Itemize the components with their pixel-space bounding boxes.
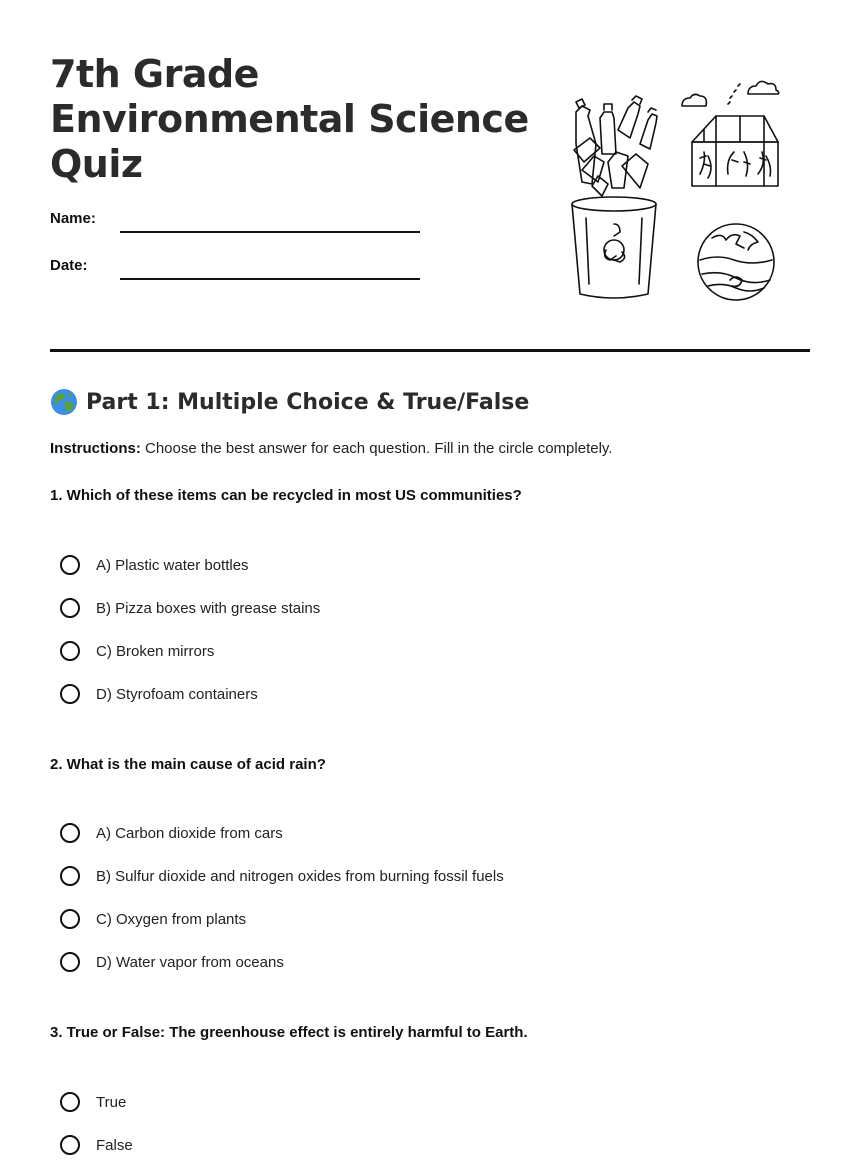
instructions bbox=[50, 440, 612, 457]
option-q3-false[interactable] bbox=[60, 1133, 133, 1157]
cloud-icon bbox=[682, 81, 779, 106]
option-label: C) Oxygen from plants bbox=[96, 910, 247, 928]
title-line-1: 7th Grade bbox=[50, 52, 259, 96]
bottles-icon bbox=[574, 96, 657, 196]
part1-title: Part 1: Multiple Choice & True/False bbox=[86, 389, 530, 415]
radio-circle[interactable] bbox=[60, 952, 80, 972]
radio-circle[interactable] bbox=[60, 598, 80, 618]
option-label: C) Broken mirrors bbox=[96, 642, 215, 660]
radio-circle[interactable] bbox=[60, 641, 80, 661]
option-q2-d[interactable] bbox=[60, 950, 284, 974]
instructions-text: Choose the best answer for each question. Fill in the circle completely. bbox=[140, 440, 613, 457]
date-label: Date: bbox=[50, 257, 88, 274]
radio-circle[interactable] bbox=[60, 866, 80, 886]
header-divider bbox=[50, 349, 810, 352]
question-2: 2. What is the main cause of acid rain? bbox=[50, 756, 326, 773]
option-label: A) Plastic water bottles bbox=[96, 556, 249, 574]
earth-icon bbox=[698, 224, 774, 300]
option-label: B) Sulfur dioxide and nitrogen oxides from burning fossil fuels bbox=[96, 867, 504, 885]
option-label: D) Water vapor from oceans bbox=[96, 953, 284, 971]
radio-circle[interactable] bbox=[60, 909, 80, 929]
option-q3-true[interactable] bbox=[60, 1090, 126, 1114]
radio-circle[interactable] bbox=[60, 684, 80, 704]
radio-circle[interactable] bbox=[60, 555, 80, 575]
radio-circle[interactable] bbox=[60, 823, 80, 843]
option-label: True bbox=[96, 1093, 127, 1111]
environment-illustration bbox=[562, 74, 782, 304]
option-q1-d[interactable] bbox=[60, 682, 258, 706]
option-label: B) Pizza boxes with grease stains bbox=[96, 599, 321, 617]
greenhouse-icon bbox=[692, 116, 778, 186]
question-1: 1. Which of these items can be recycled in most US communities? bbox=[50, 487, 522, 504]
option-label: A) Carbon dioxide from cars bbox=[96, 824, 283, 842]
part1-heading bbox=[50, 388, 529, 416]
option-q2-a[interactable] bbox=[60, 821, 283, 845]
option-q1-a[interactable] bbox=[60, 553, 249, 577]
radio-circle[interactable] bbox=[60, 1135, 80, 1155]
instructions-label: Instructions: bbox=[50, 440, 141, 457]
option-label: False bbox=[96, 1136, 133, 1154]
title-line-3: Quiz bbox=[50, 142, 143, 186]
name-field[interactable] bbox=[120, 231, 420, 233]
option-q2-b[interactable] bbox=[60, 864, 504, 888]
question-3: 3. True or False: The greenhouse effect is entirely harmful to Earth. bbox=[50, 1024, 528, 1041]
globe-icon bbox=[50, 388, 78, 416]
option-q2-c[interactable] bbox=[60, 907, 246, 931]
quiz-title bbox=[50, 52, 529, 187]
option-label: D) Styrofoam containers bbox=[96, 685, 258, 703]
option-q1-c[interactable] bbox=[60, 639, 214, 663]
name-label: Name: bbox=[50, 210, 96, 227]
option-q1-b[interactable] bbox=[60, 596, 320, 620]
date-field[interactable] bbox=[120, 278, 420, 280]
radio-circle[interactable] bbox=[60, 1092, 80, 1112]
title-line-2: Environmental Science bbox=[50, 97, 529, 141]
recycle-bin-icon bbox=[572, 197, 656, 298]
